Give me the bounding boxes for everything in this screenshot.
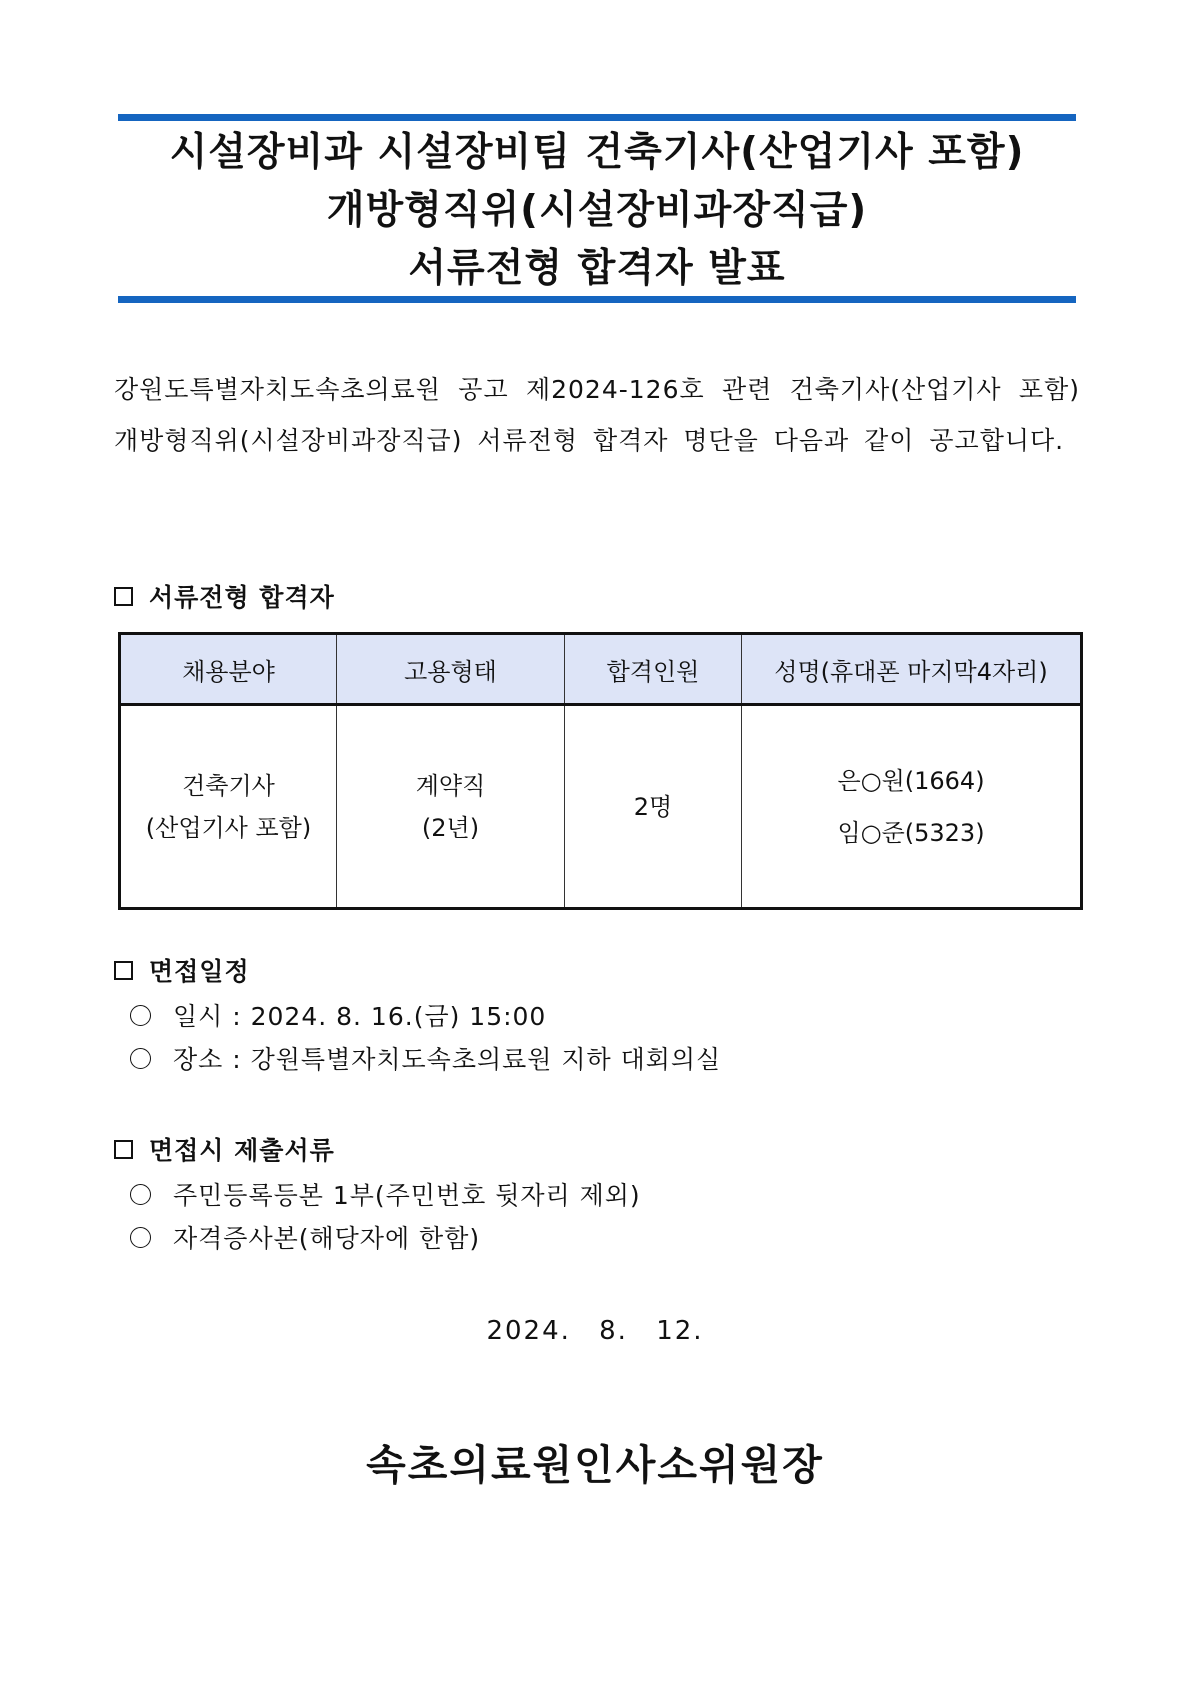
passer-name: 임○준(5323) (837, 818, 985, 847)
intro-paragraph: 강원도특별자치도속초의료원 공고 제2024-126호 관련 건축기사(산업기사 포함)개방형직위(시설장비과장직급) 서류전형 합격자 명단을 다음과 같이 공고합니다. (114, 375, 1080, 455)
checkbox-square-icon (114, 587, 133, 606)
passers-table (118, 632, 1083, 910)
list-item (130, 1219, 480, 1255)
list-item (130, 997, 546, 1033)
section-heading-passers (114, 578, 335, 614)
type-line-2: (2년) (421, 813, 480, 842)
employment-type-cell (337, 705, 565, 909)
circle-bullet-icon (130, 1048, 151, 1069)
section-heading-label: 서류전형 합격자 (149, 583, 335, 612)
field-line-2: (산업기사 포함) (145, 813, 312, 842)
title-line-3: 서류전형 합격자 발표 (408, 246, 786, 291)
section-heading-label: 면접일정 (149, 957, 250, 986)
title-line-2: 개방형직위(시설장비과장직급) (326, 188, 868, 233)
list-item (130, 1040, 721, 1076)
table-header-row (120, 634, 1082, 705)
issuer-signature: 속초의료원인사소위원장 (366, 1441, 824, 1489)
section-heading-documents (114, 1131, 335, 1167)
list-item (130, 1176, 641, 1212)
list-item-text: 주민등록등본 1부(주민번호 뒷자리 제외) (173, 1181, 641, 1210)
table-header-cell: 고용형태 (337, 634, 565, 705)
page-title (118, 124, 1076, 298)
passer-name: 은○원(1664) (837, 766, 985, 795)
title-line-1: 시설장비과 시설장비팀 건축기사(산업기사 포함) (169, 130, 1025, 175)
checkbox-square-icon (114, 961, 133, 980)
table-header-cell: 채용분야 (120, 634, 337, 705)
title-top-rule (118, 114, 1076, 121)
section-heading-interview-schedule (114, 952, 250, 988)
table-header-cell: 성명(휴대폰 마지막4자리) (742, 634, 1082, 705)
list-item-text: 일시 : 2024. 8. 16.(금) 15:00 (173, 1002, 547, 1031)
table-header-cell: 합격인원 (565, 634, 742, 705)
table-row (120, 705, 1082, 909)
field-line-1: 건축기사 (182, 771, 275, 800)
list-item-text: 장소 : 강원특별자치도속초의료원 지하 대회의실 (173, 1045, 722, 1074)
checkbox-square-icon (114, 1140, 133, 1159)
circle-bullet-icon (130, 1005, 151, 1026)
title-bottom-rule (118, 296, 1076, 303)
pass-count-cell: 2명 (565, 705, 742, 909)
type-line-1: 계약직 (415, 771, 486, 800)
circle-bullet-icon (130, 1184, 151, 1205)
section-heading-label: 면접시 제출서류 (149, 1136, 335, 1165)
circle-bullet-icon (130, 1227, 151, 1248)
announcement-date: 2024. 8. 12. (486, 1316, 704, 1346)
list-item-text: 자격증사본(해당자에 한함) (173, 1224, 481, 1253)
names-cell (742, 705, 1082, 909)
field-cell (120, 705, 337, 909)
